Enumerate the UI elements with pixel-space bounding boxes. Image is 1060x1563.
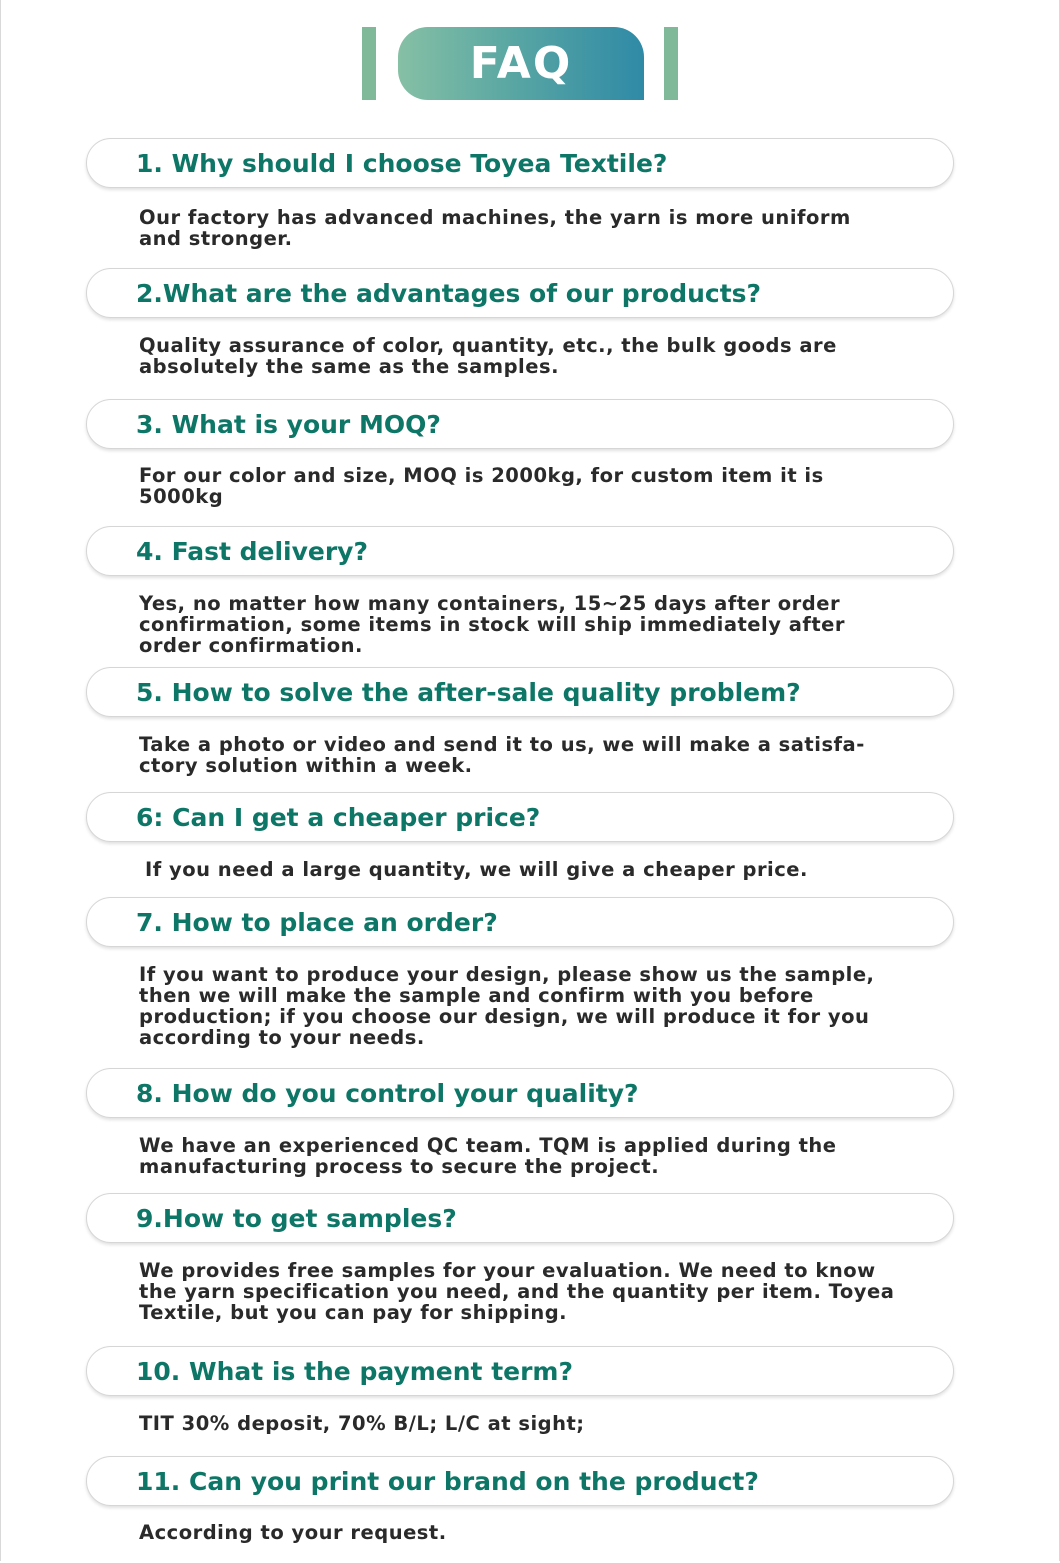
faq-answer: We have an experienced QC team. TQM is applied during the manufacturing process to secure the project. (139, 1134, 837, 1178)
faq-question: 8. How do you control your quality? (136, 1079, 639, 1108)
faq-question: 3. What is your MOQ? (136, 410, 441, 439)
faq-question-box (86, 138, 954, 188)
faq-answer: TIT 30% deposit, 70% B/L; L/C at sight; (139, 1412, 585, 1435)
faq-answer: Yes, no matter how many containers, 15~25 days after order confirmation, some items in stock will ship immediately after order confirmation. (139, 592, 846, 657)
faq-question: 7. How to place an order? (136, 908, 498, 937)
faq-question: 10. What is the payment term? (136, 1357, 573, 1386)
faq-question: 2.What are the advantages of our products? (136, 279, 762, 308)
faq-question-box (86, 897, 954, 947)
faq-title: FAQ (398, 27, 644, 100)
faq-question: 4. Fast delivery? (136, 537, 368, 566)
faq-question-box (86, 526, 954, 576)
header-accent-bar-left (362, 27, 376, 100)
faq-question-box (86, 1346, 954, 1396)
faq-question-box (86, 792, 954, 842)
faq-question: 9.How to get samples? (136, 1204, 457, 1233)
faq-answer: For our color and size, MOQ is 2000kg, for custom item it is 5000kg (139, 464, 824, 508)
header-accent-bar-right (664, 27, 678, 100)
faq-question-box (86, 1456, 954, 1506)
faq-question-box (86, 1068, 954, 1118)
faq-answer: Quality assurance of color, quantity, etc., the bulk goods are absolutely the same as the samples. (139, 334, 837, 378)
faq-question: 1. Why should I choose Toyea Textile? (136, 149, 668, 178)
faq-header (362, 27, 680, 100)
faq-answer: If you want to produce your design, please show us the sample, then we will make the sample and confirm with you before production; if you choose our design, we will produce it for you according to your needs. (139, 963, 875, 1049)
faq-answer: If you need a large quantity, we will give a cheaper price. (145, 858, 808, 881)
faq-answer: Our factory has advanced machines, the yarn is more uniform and stronger. (139, 206, 851, 250)
faq-question-box (86, 399, 954, 449)
faq-answer: According to your request. (139, 1521, 447, 1544)
faq-question-box (86, 268, 954, 318)
faq-question: 11. Can you print our brand on the product? (136, 1467, 759, 1496)
faq-question: 6: Can I get a cheaper price? (136, 803, 541, 832)
faq-question-box (86, 667, 954, 717)
faq-answer: Take a photo or video and send it to us, we will make a satisfa-ctory solution within a week. (139, 733, 865, 777)
faq-question-box (86, 1193, 954, 1243)
faq-answer: We provides free samples for your evaluation. We need to know the yarn specification you need, and the quantity per item. Toyea Textile, but you can pay for shipping. (139, 1259, 895, 1324)
faq-question: 5. How to solve the after-sale quality problem? (136, 678, 801, 707)
